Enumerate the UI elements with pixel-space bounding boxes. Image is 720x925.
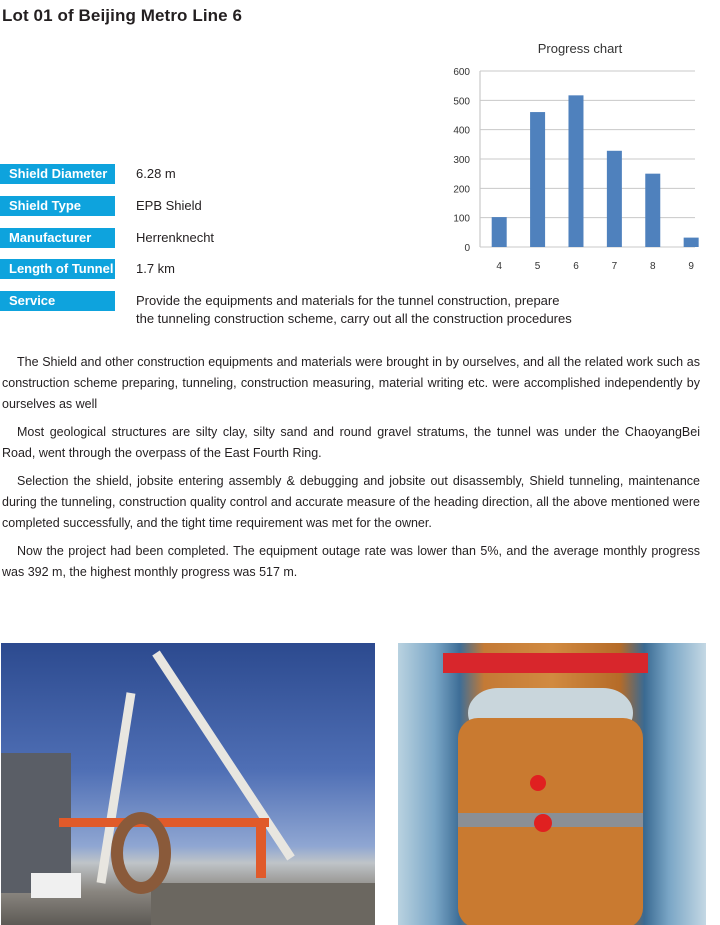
spec-label: Length of Tunnel	[0, 259, 115, 279]
paragraph: Now the project had been completed. The equipment outage rate was lower than 5%, and the average monthly progress was 392 m, the highest monthly progress was 517 m.	[2, 544, 700, 579]
chart-bar-9	[684, 238, 699, 247]
chart-y-tick-label: 600	[453, 67, 470, 78]
progress-chart-svg	[440, 35, 720, 280]
chart-y-tick-label: 300	[453, 155, 470, 166]
ground-shape	[151, 883, 375, 925]
shield-illustration	[398, 643, 706, 925]
worker-shape	[530, 775, 546, 791]
paragraph: Most geological structures are silty clay, silty sand and round gravel stratums, the tunnel was under the ChaoyangBei Road, went through the overpass of the East Fourth Ring.	[2, 425, 700, 460]
crane-boom-right	[156, 653, 291, 858]
spec-value: EPB Shield	[136, 198, 202, 213]
chart-y-tick-label: 100	[453, 213, 470, 225]
paragraph: The Shield and other construction equipments and materials were brought in by ourselves, and all the related work such as construction scheme preparing, tunneling, construction measuring, material writing etc. were accomplished independently by ourselves as well	[2, 355, 700, 411]
banner-shape	[443, 653, 648, 673]
spec-label: Shield Diameter	[0, 164, 115, 184]
chart-gridlines	[480, 71, 695, 247]
shield-segment-shape	[117, 818, 165, 888]
spec-value: Herrenknecht	[136, 230, 215, 245]
progress-chart	[440, 35, 720, 280]
chart-bar-6	[568, 95, 583, 247]
chart-bar-7	[607, 151, 622, 247]
gantry-beam	[59, 818, 269, 827]
chart-x-tick-label: 4	[496, 261, 502, 272]
truck-shape	[31, 873, 81, 898]
worker-shape	[534, 814, 552, 832]
chart-x-ticks	[496, 261, 694, 272]
chart-y-ticks	[453, 67, 470, 254]
gantry-leg	[256, 818, 266, 878]
spec-label: Manufacturer	[0, 228, 115, 248]
chart-y-tick-label: 400	[453, 125, 470, 137]
paragraph: Selection the shield, jobsite entering assembly & debugging and jobsite out disassembly, Shield tunneling, maintenance during the tunneling, construction quality control and accurate measure of the heading direction, all the above mentioned were completed successfully, and the tight time requirement was met for the owner.	[2, 474, 700, 530]
spec-value: 6.28 m	[136, 166, 176, 181]
chart-bars	[492, 95, 699, 247]
chart-x-tick-label: 8	[649, 261, 656, 272]
chart-title: Progress chart	[537, 41, 623, 56]
description-body	[2, 352, 700, 590]
chart-y-tick-label: 200	[453, 184, 470, 196]
spec-label: Shield Type	[0, 196, 115, 216]
page-title: Lot 01 of Beijing Metro Line 6	[2, 6, 243, 25]
spec-value: Provide the equipments and materials for the tunnel construction, prepare the tunneling construction scheme, carry out all the construction procedures	[136, 293, 572, 326]
chart-x-tick-label: 6	[573, 261, 579, 272]
chart-bar-5	[530, 112, 545, 247]
chart-x-tick-label: 7	[611, 261, 618, 272]
photo-shield-breakthrough	[398, 643, 706, 925]
chart-bar-4	[492, 217, 507, 247]
spec-value: 1.7 km	[136, 261, 176, 276]
photo-crane-lifting	[1, 643, 375, 925]
chart-x-tick-label: 9	[688, 261, 694, 272]
crane-illustration	[1, 643, 375, 925]
chart-x-tick-label: 5	[534, 261, 541, 272]
chart-bar-8	[645, 174, 660, 247]
spec-label: Service	[0, 291, 115, 311]
chart-y-tick-label: 0	[464, 243, 470, 254]
chart-y-tick-label: 500	[453, 96, 470, 108]
